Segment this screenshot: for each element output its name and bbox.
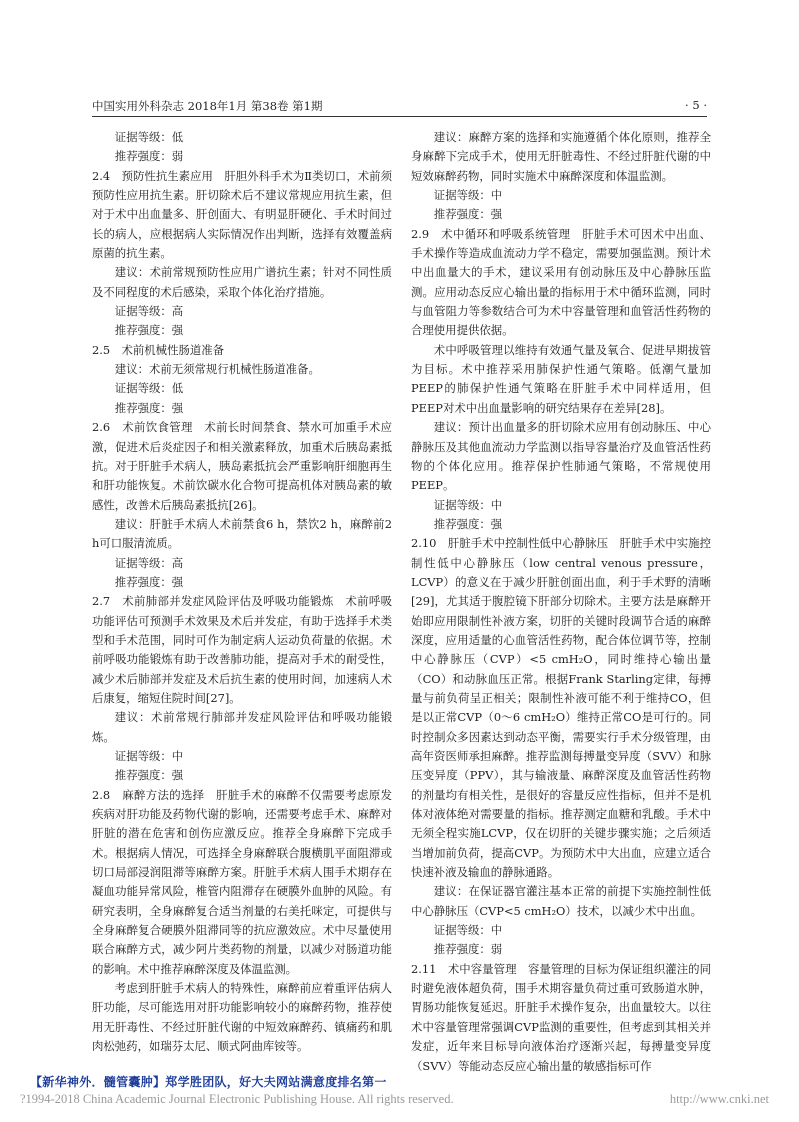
- body-paragraph: 考虑到肝脏手术病人的特殊性，麻醉前应着重评估病人肝功能，尽可能选用对肝功能影响较小的麻醉药物，推荐使用无肝毒性、不经过肝脏代谢的中短效麻醉药、镇痛药和肌肉松弛药，如瑞芬太尼、顺式阿曲库铵等。: [92, 981, 392, 1054]
- footer-banner[interactable]: 【新华神外．髓管囊肿】郑学胜团队，好大夫网站满意度排名第一: [30, 1075, 387, 1089]
- evidence-line: 推荐强度：强: [114, 400, 184, 415]
- section-paragraph: 2.6 术前饮食管理 术前长时间禁食、禁水可加重手术应激，促进术后炎症因子和相关激素释放，加重术后胰岛素抵抗。对于肝脏手术病人，胰岛素抵抗会严重影响肝细胞再生和肝功能恢复。术前饮碳水化合物可提高机体对胰岛素的敏感性，改善术后胰岛素抵抗[26]。: [92, 420, 392, 512]
- section-paragraph: 2.10 肝脏手术中控制性低中心静脉压 肝脏手术中实施控制性低中心静脉压（low central venous pressure，LCVP）的意义在于减少肝脏创面出血，利于手术野的清晰[29]，尤其适于腹腔镜下肝部分切除术。主要方法是麻醉开始即应用限制性补液方案，切肝的关键时段调节合适的麻醉深度，应用适量的心血管活性药物，配合体位调节等，控制中心静脉压（CVP）<5 cmH₂O，同时维持心输出量（CO）和动脉血压正常。根据Frank Starling定律，每搏量与前负荷呈正相关；限制性补液可能不利于维持CO，但是以正常CVP（0～6 cmH₂O）维持正常CO是可行的。同时控制众多因素达到动态平衡，需要实行手术分级管理，由高年资医师承担麻醉。推荐监测每搏量变异度（SVV）和脉压变异度（PPV），其与输液量、麻醉深度及血管活性药物的剂量均有相关性，是很好的容量反应性指标，但并不是机体对液体绝对需要量的指标。推荐测定血糖和乳酸。手术中无须全程实施LCVP，仅在切肝的关键步骤实施；之后须适当增加前负荷，提高CVP。为预防术中大出血，应建立适合快速补液及输血的静脉通路。: [411, 536, 711, 880]
- right-column: [411, 128, 711, 1076]
- section-paragraph: 2.5 术前机械性肠道准备: [92, 342, 225, 357]
- body-paragraph: 术中呼吸管理以维持有效通气量及氧合、促进早期拔管为目标。术中推荐采用肺保护性通气策略。低潮气量加PEEP的肺保护性通气策略在肝脏手术中同样适用，但PEEP对术中出血量影响的研究结果存在差异[28]。: [411, 342, 711, 415]
- evidence-line: 推荐强度：强: [433, 207, 503, 222]
- evidence-line: 证据等级：中: [433, 923, 503, 938]
- section-paragraph: 2.8 麻醉方法的选择 肝脏手术的麻醉不仅需要考虑原发疾病对肝功能及药物代谢的影响，还需要考虑手术、麻醉对肝脏的潜在危害和创伤应激反应。推荐全身麻醉下完成手术。根据病人情况，可选择全身麻醉联合腹横肌平面阻滞或切口局部浸润阻滞等麻醉方案。肝脏手术病人围手术期存在凝血功能异常风险，椎管内阻滞存在硬膜外血肿的风险。有研究表明，全身麻醉复合适当剂量的右美托咪定，可提供与全身麻醉复合硬膜外阻滞同等的抗应激效应。术中尽量使用联合麻醉方式，减少阿片类药物的剂量，以减少对肠道功能的影响。术中推荐麻醉深度及体温监测。: [92, 787, 392, 976]
- evidence-line: 推荐强度：弱: [114, 149, 184, 164]
- evidence-line: 证据等级：中: [433, 188, 503, 203]
- section-paragraph: 2.11 术中容量管理 容量管理的目标为保证组织灌注的同时避免液体超负荷，围手术期容量负荷过重可致肠道水肿，胃肠功能恢复延迟。肝脏手术操作复杂，出血量较大。以往术中容量管理常强调CVP监测的重要性，但考虑到其相关并发症，近年来目标导向液体治疗逐渐兴起，每搏量变异度（SVV）等能动态反应心输出量的敏感指标可作: [411, 961, 711, 1073]
- section-paragraph: 2.4 预防性抗生素应用 肝胆外科手术为Ⅱ类切口，术前须预防性应用抗生素。肝切除术后不建议常规应用抗生素，但对于术中出血量多、肝创面大、有明显肝硬化、手术时间过长的病人，应根据病人实际情况作出判断，选择有效覆盖病原菌的抗生素。: [92, 168, 392, 261]
- left-column: [92, 128, 392, 1057]
- evidence-line: 证据等级：高: [114, 555, 184, 570]
- body-paragraph: 建议：肝脏手术病人术前禁食6 h，禁饮2 h，麻醉前2 h可口服清流质。: [92, 516, 392, 551]
- section-paragraph: 2.9 术中循环和呼吸系统管理 肝脏手术可因术中出血、手术操作等造成血流动力学不稳定，需要加强监测。预计术中出血量大的手术，建议采用有创动脉压及中心静脉压监测。应用动态反应心输出量的指标用于术中循环监测，同时与血管阻力等参数结合可为术中容量管理和血管活性药物的合理使用提供依据。: [411, 226, 711, 338]
- evidence-line: 证据等级：中: [114, 749, 184, 763]
- body-paragraph: 建议：麻醉方案的选择和实施遵循个体化原则，推荐全身麻醉下完成手术，使用无肝脏毒性、不经过肝脏代谢的中短效麻醉药物，同时实施术中麻醉深度和体温监测。: [411, 130, 711, 183]
- evidence-line: 推荐强度：强: [433, 516, 503, 531]
- page-number: · 5 ·: [685, 98, 707, 112]
- body-paragraph: 建议：术前常规预防性应用广谱抗生素；针对不同性质及不同程度的术后感染，采取个体化治疗措施。: [92, 265, 392, 299]
- evidence-line: 证据等级：低: [114, 381, 184, 396]
- evidence-line: 证据等级：中: [433, 497, 503, 512]
- body-paragraph: 建议：预计出血量多的肝切除术应用有创动脉压、中心静脉压及其他血流动力学监测以指导容量治疗及血管活性药物的个体化应用。推荐保护性肺通气策略，不常规使用PEEP。: [411, 420, 711, 493]
- cnki-link[interactable]: http://www.cnki.net: [669, 1092, 769, 1106]
- copyright-line: [20, 1092, 769, 1107]
- evidence-line: 推荐强度：强: [114, 574, 184, 589]
- evidence-line: 推荐强度：强: [114, 323, 184, 338]
- copyright-text: ?1994-2018 China Academic Journal Electronic Publishing House. All rights reserved.: [20, 1092, 454, 1106]
- section-paragraph: 2.7 术前肺部并发症风险评估及呼吸功能锻炼 术前呼吸功能评估可预测手术效果及术后并发症，有助于选择手术类型和手术范围，同时可作为制定病人运动负荷量的依据。术前呼吸功能锻炼有助于改善肺功能，提高对手术的耐受性，减少术后肺部并发症及术后抗生素的使用时间，加速病人术后康复，缩短住院时间[27]。: [92, 594, 392, 705]
- running-header: [92, 98, 707, 117]
- evidence-line: 推荐强度：弱: [433, 942, 503, 957]
- journal-citation: 中国实用外科杂志 2018年1月 第38卷 第1期: [92, 99, 323, 113]
- evidence-line: 证据等级：高: [114, 304, 184, 319]
- evidence-line: 推荐强度：强: [114, 768, 184, 783]
- body-paragraph: 建议：术前常规行肺部并发症风险评估和呼吸功能锻炼。: [92, 710, 392, 744]
- evidence-line: 证据等级：低: [114, 130, 184, 144]
- body-paragraph: 建议：在保证器官灌注基本正常的前提下实施控制性低中心静脉压（CVP<5 cmH₂O）技术，以减少术中出血。: [411, 884, 711, 918]
- body-paragraph: 建议：术前无须常规行机械性肠道准备。: [114, 362, 320, 377]
